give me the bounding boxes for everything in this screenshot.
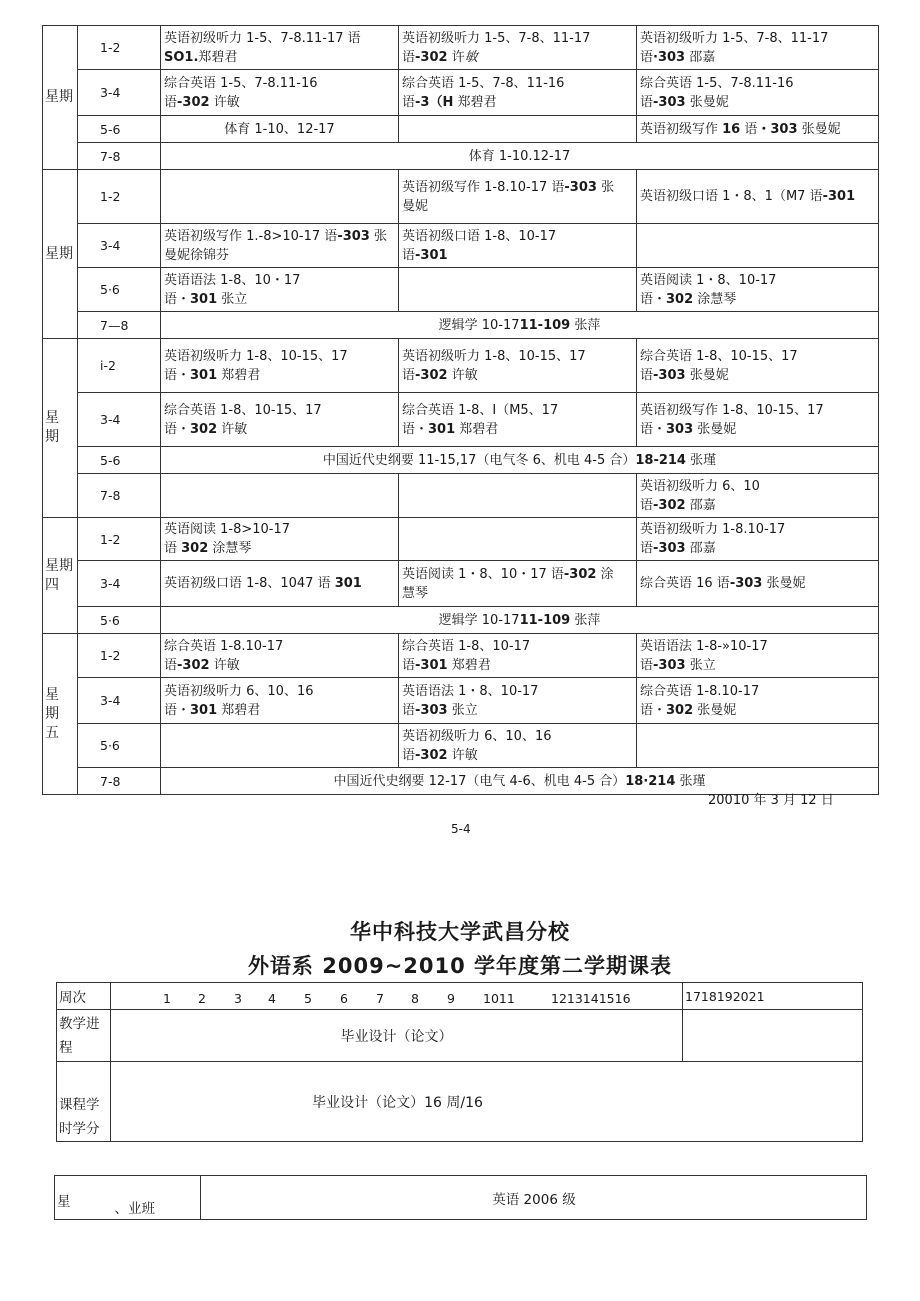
schedule-row (43, 224, 879, 268)
schedule-row (43, 724, 879, 768)
course-cell-c: 英语阅读 1・8、10-17 语・302 涂慧琴 (637, 268, 879, 312)
schedule-row (43, 518, 879, 561)
course-cell-b: 英语初级听力 6、10、16 语-302 许敏 (399, 724, 637, 768)
period-label: 3-4 (78, 224, 161, 268)
course-cell-a (161, 170, 399, 224)
period-label: 1-2 (78, 26, 161, 70)
week-numbers-tail: 1718192021 (683, 983, 863, 1010)
day-label: 星期 四 (43, 518, 78, 634)
course-cell-a: 英语阅读 1-8>10-17 语 302 涂慧琴 (161, 518, 399, 561)
course-cell-a: 综合英语 1-8、10-15、17 语・302 许敏 (161, 393, 399, 447)
course-cell-a (161, 724, 399, 768)
period-label: i-2 (78, 339, 161, 393)
period-label: 1-2 (78, 518, 161, 561)
page-number: 5-4 (451, 822, 471, 836)
issue-date: 20010 年 3 月 12 日 (708, 793, 834, 808)
course-cell-a (161, 474, 399, 518)
schedule-row (43, 116, 879, 143)
progress-value: 毕业设计（论文） (111, 1010, 683, 1062)
hours-value: 毕业设计（论文）16 周/16 (111, 1062, 863, 1142)
period-label: 3-4 (78, 678, 161, 724)
schedule-row (43, 447, 879, 474)
schedule-row (43, 143, 879, 170)
course-cell-b: 英语初级写作 1-8.10-17 语-303 张 曼妮 (399, 170, 637, 224)
course-cell-c: 英语初级写作 1-8、10-15、17 语・303 张曼妮 (637, 393, 879, 447)
course-cell-c: 英语初级听力 1-5、7-8、11-17 语·303 邵嘉 (637, 26, 879, 70)
week-number: 8 (411, 991, 419, 1006)
course-cell-b: 英语初级口语 1-8、10-17 语-301 (399, 224, 637, 268)
week-number: 3 (234, 991, 242, 1006)
period-label: 7-8 (78, 474, 161, 518)
period-label: 3-4 (78, 393, 161, 447)
period-label: 5·6 (78, 724, 161, 768)
day-label: 星期 (43, 170, 78, 339)
course-cell-merged: 逻辑学 10-1711-109 张萍 (161, 312, 879, 339)
course-cell-merged: 中国近代史纲要 11-15,17（电气冬 6、机电 4-5 合）18-214 张瑾 (161, 447, 879, 474)
course-cell-a: 英语初级听力 1-8、10-15、17 语・301 郑碧君 (161, 339, 399, 393)
schedule-title: 外语系 2009~2010 学年度第二学期课表 (247, 954, 673, 978)
class-name: 英语 2006 级 (201, 1176, 867, 1220)
course-cell-c: 综合英语 1-8、10-15、17 语-303 张曼妮 (637, 339, 879, 393)
week-number: 5 (304, 991, 312, 1006)
period-label: 5·6 (78, 268, 161, 312)
course-cell-a: 综合英语 1-8.10-17 语-302 许敏 (161, 634, 399, 678)
period-label: 7-8 (78, 768, 161, 795)
week-number: 4 (268, 991, 276, 1006)
course-cell-a: 体育 1-10、12-17 (161, 116, 399, 143)
progress-empty (683, 1010, 863, 1062)
course-cell-a: 英语初级写作 1.-8>10-17 语-303 张 曼妮徐锦芬 (161, 224, 399, 268)
course-cell-a: 英语初级口语 1-8、1047 语 301 (161, 561, 399, 607)
week-number: 1 (163, 991, 171, 1006)
course-cell-c: 英语初级听力 1-8.10-17 语-303 邵嘉 (637, 518, 879, 561)
course-cell-b: 综合英语 1-5、7-8、11-16 语-3（H 郑碧君 (399, 70, 637, 116)
course-cell-b (399, 474, 637, 518)
course-cell-a: 英语语法 1-8、10・17 语・301 张立 (161, 268, 399, 312)
week-number: 1213141516 (551, 991, 631, 1006)
course-cell-c (637, 224, 879, 268)
day-header: 星 (55, 1176, 115, 1220)
week-numbers (111, 983, 683, 1010)
course-cell-a: 英语初级听力 1-5、7-8.11-17 语 SO1.郑碧君 (161, 26, 399, 70)
day-label: 星 期 (43, 339, 78, 518)
course-cell-c: 综合英语 1-8.10-17 语・302 张曼妮 (637, 678, 879, 724)
schedule-row (43, 339, 879, 393)
course-cell-c (637, 724, 879, 768)
period-label: 7—8 (78, 312, 161, 339)
course-cell-a: 综合英语 1-5、7-8.11-16 语-302 许敏 (161, 70, 399, 116)
schedule-row (43, 170, 879, 224)
week-number: 2 (198, 991, 206, 1006)
schedule-row (43, 561, 879, 607)
progress-label: 教学进 程 (57, 1010, 111, 1062)
course-cell-merged: 体育 1-10.12-17 (161, 143, 879, 170)
course-cell-c: 综合英语 1-5、7-8.11-16 语-303 张曼妮 (637, 70, 879, 116)
schedule-row (43, 678, 879, 724)
course-cell-b: 英语初级听力 1-5、7-8、11-17 语-302 许敏 (399, 26, 637, 70)
schedule-row (43, 607, 879, 634)
period-label: 5-6 (78, 447, 161, 474)
major-class-header: 、业班 (115, 1176, 201, 1220)
course-cell-b (399, 518, 637, 561)
schedule-row (43, 393, 879, 447)
period-label: 7-8 (78, 143, 161, 170)
course-cell-b (399, 268, 637, 312)
week-number: 6 (340, 991, 348, 1006)
period-label: 3-4 (78, 561, 161, 607)
course-cell-c: 英语初级写作 16 语・303 张曼妮 (637, 116, 879, 143)
course-cell-b (399, 116, 637, 143)
schedule-row (43, 312, 879, 339)
university-title: 华中科技大学武昌分校 (350, 920, 570, 944)
course-cell-b: 综合英语 1-8、10-17 语-301 郑碧君 (399, 634, 637, 678)
week-number: 1011 (483, 991, 515, 1006)
course-cell-c: 综合英语 16 语-303 张曼妮 (637, 561, 879, 607)
schedule-row (43, 70, 879, 116)
schedule-row (43, 268, 879, 312)
course-cell-b: 英语语法 1・8、10-17 语-303 张立 (399, 678, 637, 724)
schedule-row (43, 26, 879, 70)
day-label: 星期 (43, 26, 78, 170)
hours-label: 课程学 时学分 (57, 1062, 111, 1142)
period-label: 1-2 (78, 170, 161, 224)
period-label: 1-2 (78, 634, 161, 678)
course-cell-merged: 中国近代史纲要 12-17（电气 4-6、机电 4-5 合）18·214 张瑾 (161, 768, 879, 795)
course-cell-b: 英语阅读 1・8、10・17 语-302 涂 慧琴 (399, 561, 637, 607)
schedule-row (43, 634, 879, 678)
week-label: 周次 (57, 983, 111, 1010)
day-label: 星 期 五 (43, 634, 78, 795)
course-cell-c: 英语语法 1-8-»10-17 语-303 张立 (637, 634, 879, 678)
course-cell-b: 综合英语 1-8、I（M5、17 语・301 郑碧君 (399, 393, 637, 447)
period-label: 3-4 (78, 70, 161, 116)
week-number: 7 (376, 991, 384, 1006)
course-cell-a: 英语初级听力 6、10、16 语・301 郑碧君 (161, 678, 399, 724)
course-cell-c: 英语初级听力 6、10 语-302 邵嘉 (637, 474, 879, 518)
period-label: 5-6 (78, 116, 161, 143)
weeks-table (56, 982, 863, 1142)
course-cell-merged: 逻辑学 10-1711-109 张萍 (161, 607, 879, 634)
weekly-schedule-table (42, 25, 879, 795)
course-cell-c: 英语初级口语 1・8、1（M7 语-301 (637, 170, 879, 224)
period-label: 5·6 (78, 607, 161, 634)
week-number: 9 (447, 991, 455, 1006)
class-header-table (54, 1175, 867, 1220)
schedule-row (43, 474, 879, 518)
course-cell-b: 英语初级听力 1-8、10-15、17 语-302 许敏 (399, 339, 637, 393)
